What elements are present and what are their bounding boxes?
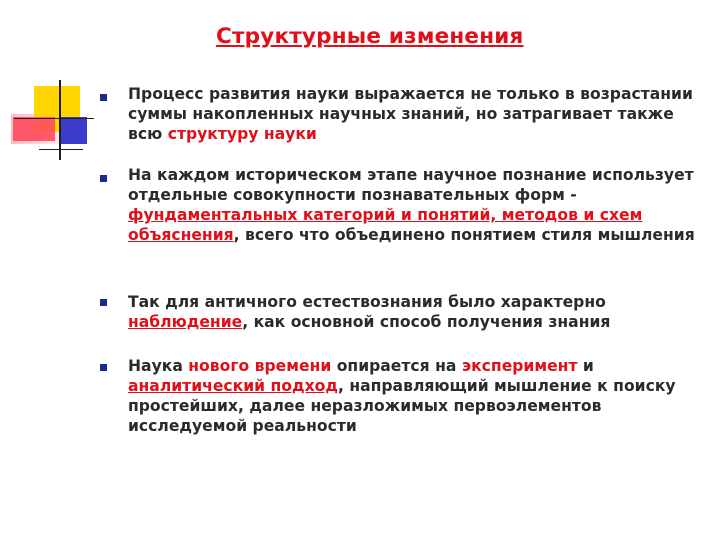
bullet-text-2 <box>128 165 698 245</box>
bullet-text-1 <box>128 84 698 144</box>
bullet-marker-2 <box>100 175 107 182</box>
bullet-segment: Наука <box>128 357 189 375</box>
bullet-marker-4 <box>100 364 107 371</box>
bullet-segment: фундаментальных категорий и понятий, методов и схем объяснения <box>128 206 643 244</box>
slide-title: Структурные изменения <box>216 24 524 49</box>
bullet-segment: эксперимент <box>461 357 578 375</box>
bullet-segment: структуру науки <box>167 125 317 143</box>
ornament-vertical-line <box>59 80 61 160</box>
ornament-horizontal-line-lower <box>39 149 83 150</box>
bullet-segment: На каждом историческом этапе научное познание использует отдельные совокупности познавательных форм - <box>128 166 694 204</box>
ornament-red-block <box>13 117 55 141</box>
bullet-segment: , направляющий мышление к поиску простейших, далее неразложимых первоэлементов исследуемой реальности <box>128 377 676 435</box>
ornament-blue-square <box>61 117 87 144</box>
bullet-segment: нового времени <box>188 357 332 375</box>
bullet-text-4 <box>128 356 698 436</box>
bullet-segment: , всего что объединено понятием стиля мышления <box>233 226 695 244</box>
bullet-segment: наблюдение <box>128 313 243 331</box>
ornament-horizontal-line <box>14 118 94 119</box>
bullet-segment: и <box>577 357 594 375</box>
bullet-marker-1 <box>100 94 107 101</box>
bullet-segment: опирается на <box>331 357 462 375</box>
bullet-segment: Так для античного естествознания было характерно <box>128 293 606 311</box>
bullet-text-3 <box>128 292 698 332</box>
bullet-segment: , как основной способ получения знания <box>242 313 611 331</box>
bullet-segment: аналитический подход <box>128 377 338 395</box>
bullet-marker-3 <box>100 299 107 306</box>
bullet-segment: Процесс развития науки выражается не только в возрастании суммы накопленных научных знаний, но затрагивает также всю <box>128 85 693 143</box>
